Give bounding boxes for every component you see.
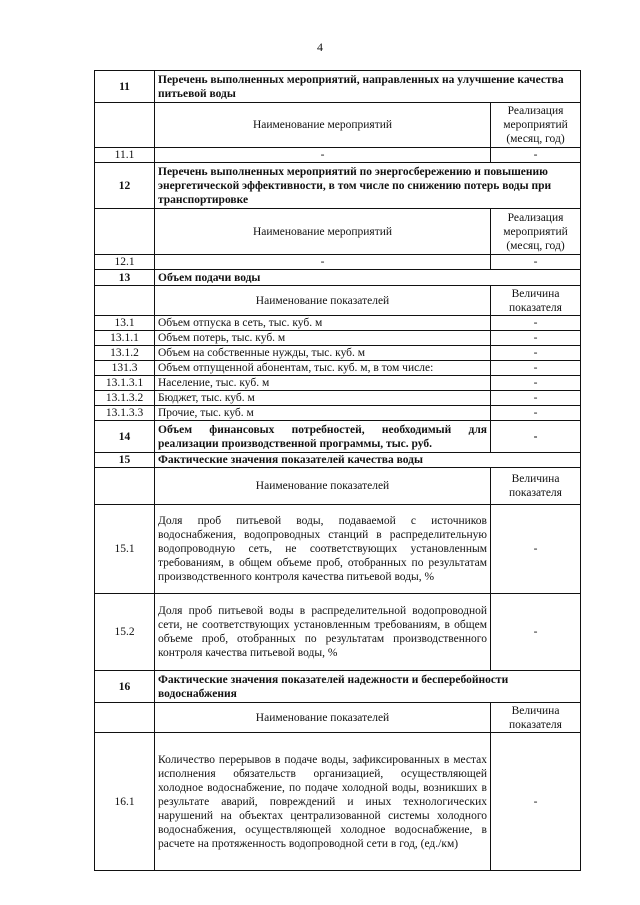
table-row [95, 361, 581, 376]
section-14-row [95, 421, 581, 453]
section-12-column-header [95, 209, 581, 255]
row-value: - [491, 148, 581, 163]
section-number: 16 [95, 671, 155, 703]
row-number: 13.1.2 [95, 346, 155, 361]
section-title: Фактические значения показателей надежности и бесперебойности водоснабжения [155, 671, 581, 703]
section-title: Фактические значения показателей качества воды [155, 453, 581, 468]
row-number: 13.1 [95, 316, 155, 331]
section-11-column-header [95, 103, 581, 148]
empty-cell [95, 209, 155, 255]
row-value: - [491, 406, 581, 421]
section-12-header [95, 163, 581, 209]
row-number: 16.1 [95, 733, 155, 871]
row-number: 15.2 [95, 594, 155, 671]
section-13-column-header [95, 286, 581, 316]
row-number: 131.3 [95, 361, 155, 376]
row-number: 13.1.3.1 [95, 376, 155, 391]
implementation-header: Реализация мероприятий (месяц, год) [491, 103, 581, 148]
row-name: Доля проб питьевой воды, подаваемой с источников водоснабжения, водопроводных станций в распределительную водопроводную сеть, не соответствующих установленным требованиям, в общем объеме проб, отобранных по результатам производственного контроля качества питьевой воды, % [155, 505, 491, 594]
row-value: - [491, 255, 581, 270]
section-number: 11 [95, 71, 155, 103]
activity-name-header: Наименование мероприятий [155, 209, 491, 255]
table-row [95, 733, 581, 871]
row-name: - [155, 148, 491, 163]
section-15-column-header [95, 468, 581, 505]
row-name: - [155, 255, 491, 270]
section-16-header [95, 671, 581, 703]
table-row [95, 406, 581, 421]
row-number: 13.1.3.3 [95, 406, 155, 421]
indicator-name-header: Наименование показателей [155, 286, 491, 316]
row-value: - [491, 361, 581, 376]
section-title: Перечень выполненных мероприятий по энергосбережению и повышению энергетической эффективности, в том числе по снижению потерь воды при транспортировке [155, 163, 581, 209]
table-row [95, 331, 581, 346]
table-row [95, 148, 581, 163]
table-row [95, 376, 581, 391]
section-number: 12 [95, 163, 155, 209]
row-number: 15.1 [95, 505, 155, 594]
table-row [95, 346, 581, 361]
row-number: 12.1 [95, 255, 155, 270]
row-number: 13.1.3.2 [95, 391, 155, 406]
row-name: Доля проб питьевой воды в распределительной водопроводной сети, не соответствующих установленным требованиям, в общем объеме проб, отобранных по результатам производственного контроля качества питьевой воды, % [155, 594, 491, 671]
value-header: Величина показателя [491, 468, 581, 505]
row-name: Бюджет, тыс. куб. м [155, 391, 491, 406]
table-row [95, 391, 581, 406]
section-number: 14 [95, 421, 155, 453]
row-value: - [491, 421, 581, 453]
production-program-table [94, 70, 581, 871]
empty-cell [95, 703, 155, 733]
row-name: Объем отпущенной абонентам, тыс. куб. м, в том числе: [155, 361, 491, 376]
section-number: 13 [95, 270, 155, 286]
section-16-column-header [95, 703, 581, 733]
section-title: Перечень выполненных мероприятий, направленных на улучшение качества питьевой воды [155, 71, 581, 103]
table-row [95, 255, 581, 270]
section-13-header [95, 270, 581, 286]
row-name: Объем отпуска в сеть, тыс. куб. м [155, 316, 491, 331]
value-header: Величина показателя [491, 703, 581, 733]
indicator-name-header: Наименование показателей [155, 703, 491, 733]
row-name: Объем на собственные нужды, тыс. куб. м [155, 346, 491, 361]
row-value: - [491, 391, 581, 406]
empty-cell [95, 468, 155, 505]
section-number: 15 [95, 453, 155, 468]
section-title: Объем финансовых потребностей, необходимый для реализации производственной программы, тыс. руб. [155, 421, 491, 453]
section-15-header [95, 453, 581, 468]
row-value: - [491, 505, 581, 594]
row-name: Объем потерь, тыс. куб. м [155, 331, 491, 346]
empty-cell [95, 286, 155, 316]
row-name: Прочие, тыс. куб. м [155, 406, 491, 421]
row-value: - [491, 376, 581, 391]
table-row [95, 316, 581, 331]
table-row [95, 505, 581, 594]
section-title: Объем подачи воды [155, 270, 581, 286]
value-header: Величина показателя [491, 286, 581, 316]
implementation-header: Реализация мероприятий (месяц, год) [491, 209, 581, 255]
row-name: Население, тыс. куб. м [155, 376, 491, 391]
empty-cell [95, 103, 155, 148]
row-number: 11.1 [95, 148, 155, 163]
row-value: - [491, 594, 581, 671]
page-number: 4 [317, 40, 323, 54]
row-name: Количество перерывов в подаче воды, зафиксированных в местах исполнения обязательств организацией, осуществляющей холодное водоснабжение, по подаче холодной воды, возникших в результате аварий, повреждений и иных технологических нарушений на объектах централизованной системы холодного водоснабжения, осуществляющей холодное водоснабжение, в расчете на протяженность водопроводной сети в год, (ед./км) [155, 733, 491, 871]
row-value: - [491, 316, 581, 331]
section-11-header [95, 71, 581, 103]
row-number: 13.1.1 [95, 331, 155, 346]
table-row [95, 594, 581, 671]
indicator-name-header: Наименование показателей [155, 468, 491, 505]
row-value: - [491, 346, 581, 361]
activity-name-header: Наименование мероприятий [155, 103, 491, 148]
row-value: - [491, 733, 581, 871]
row-value: - [491, 331, 581, 346]
